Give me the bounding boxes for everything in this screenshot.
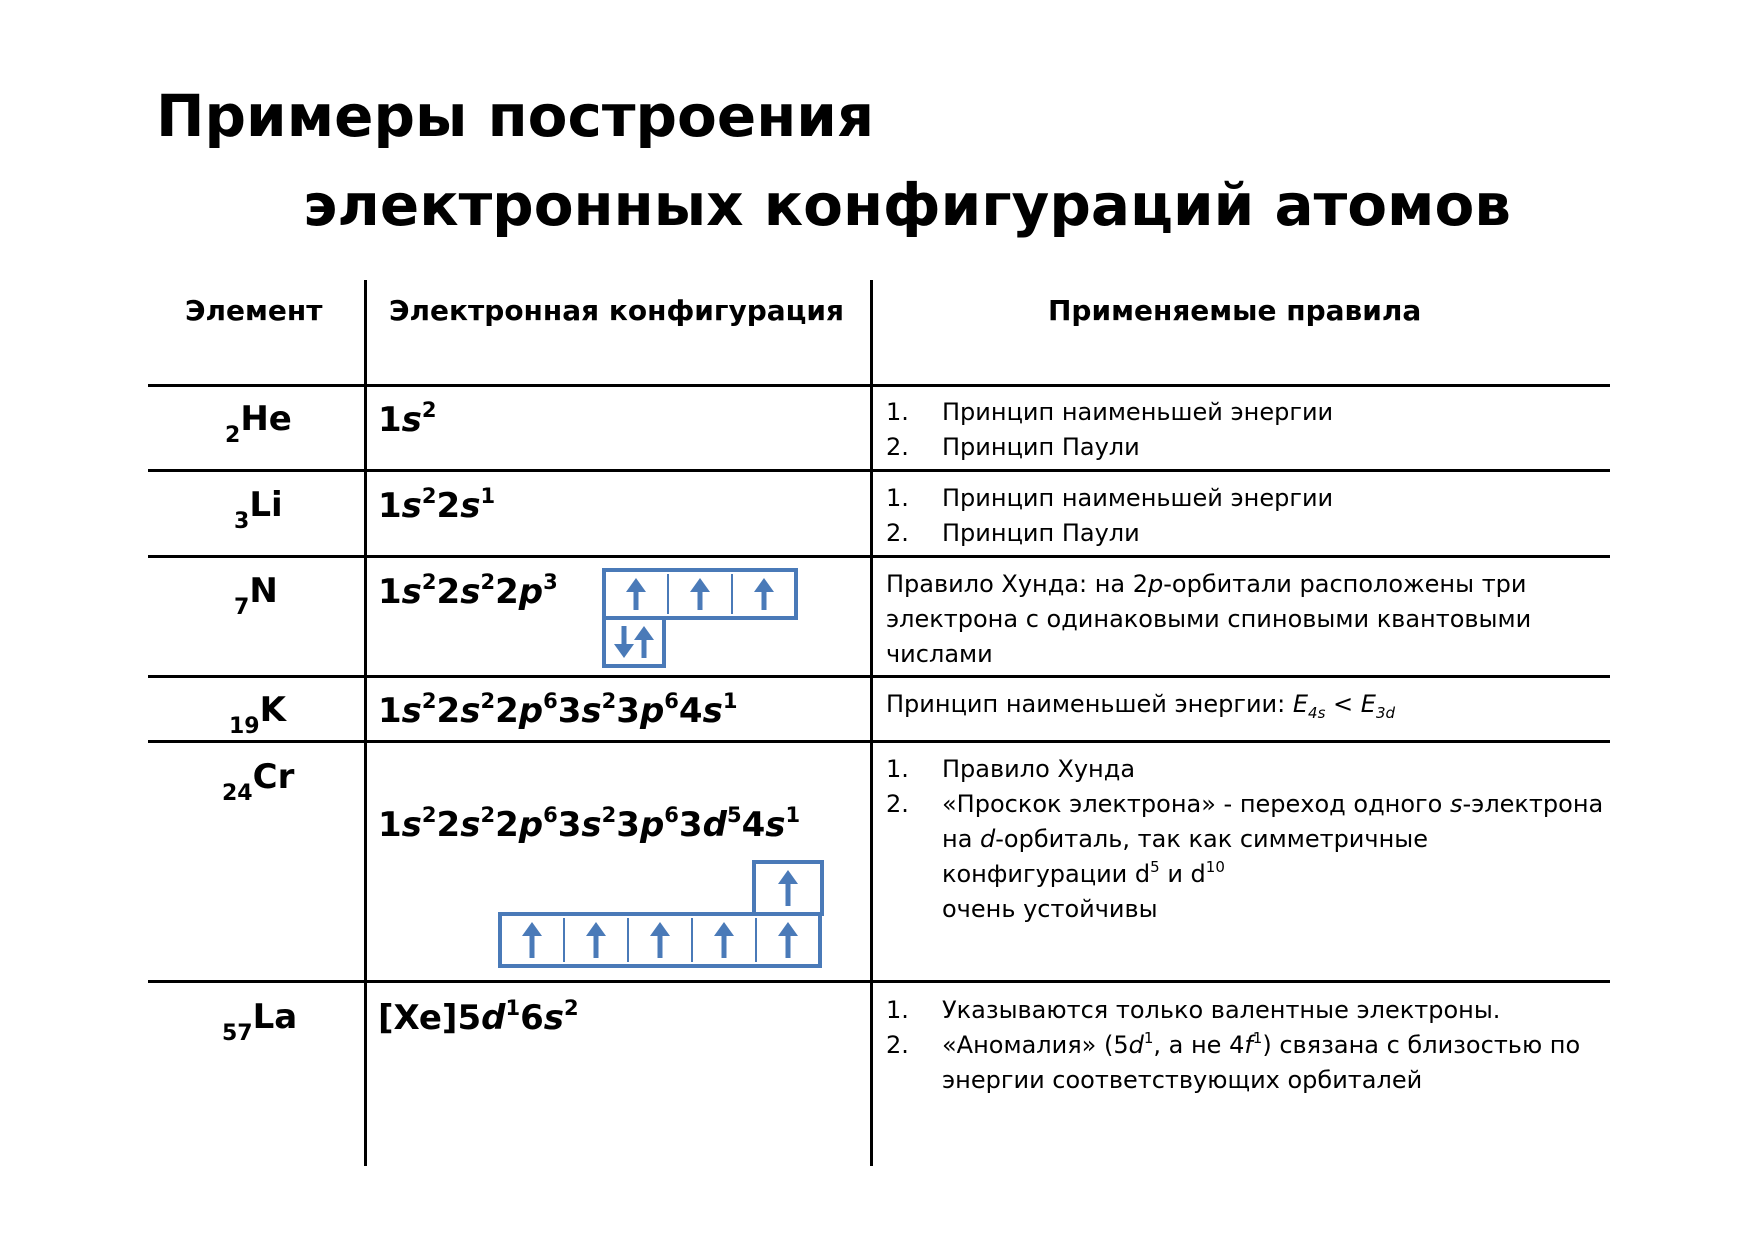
row-divider [148,740,1610,743]
spin-up-arrow-icon [586,922,606,958]
page-title-line-2: электронных конфигураций атомов [303,171,1512,239]
spin-up-arrow-icon [778,870,798,906]
config-term: $4s^1$ [678,689,738,731]
config-term: $2p^6$ [495,803,558,845]
config-term: $4s^1$ [741,803,801,845]
column-divider [870,280,873,1166]
config-li [378,484,496,526]
row-divider [148,384,1610,387]
config-la [378,996,579,1038]
header-rules: Применяемые правила [1048,294,1422,327]
rule-item: 2. «Аномалия» ($5d^1$, а не $4f^1$) связана с близостью по [886,1029,1581,1059]
config-cr [378,803,801,845]
rule-item: 1. Принцип наименьшей энергии [886,398,1334,426]
rule-item: 1. Правило Хунда [886,755,1136,783]
element-n: $_7$N [234,571,278,620]
config-term: $2s^2$ [436,803,496,845]
s-orbital-cells [754,862,822,914]
nitrogen-orbital-diagram [600,566,800,672]
header-element: Элемент [185,294,323,327]
config-term: $2s^2$ [436,689,496,731]
rule-item: 2. Принцип Паули [886,433,1140,461]
rule-item: 1. Указываются только валентные электроны. [886,996,1501,1024]
element-li: $_3$Li [234,485,283,534]
rule-continuation: конфигурации $d^5$ и $d^{10}$ [942,858,1225,888]
rule-text-line: электрона с одинаковыми спиновыми квантовыми [886,605,1532,633]
spin-up-arrow-icon [634,626,654,658]
element-he: $_2$He [225,399,292,448]
rule-item: 2. «Проскок электрона» - переход одного s-электрона [886,790,1604,818]
config-term: $1s^2$ [378,689,437,731]
header-configuration: Электронная конфигурация [389,294,845,327]
config-term: $2p^6$ [495,689,558,731]
d-orbital-cells [500,914,820,966]
rule-continuation: на d-орбиталь, так как симметричные [942,825,1428,853]
spin-up-arrow-icon [778,922,798,958]
p-orbital-cells [604,570,796,618]
spin-up-arrow-icon [690,578,710,610]
config-term: $2p^3$ [495,570,558,612]
config-term: $1s^2$ [378,570,437,612]
spin-up-arrow-icon [754,578,774,610]
spin-down-arrow-icon [614,626,634,658]
config-term: $3p^6$ [616,803,679,845]
config-term: $2s^1$ [436,484,496,526]
rule-continuation: энергии соответствующих орбиталей [942,1066,1423,1094]
config-term: $5d^1$ [457,996,521,1038]
config-n [378,570,558,612]
config-he [378,398,437,440]
page-title-line-1: Примеры построения [156,82,875,150]
config-term: $6s^2$ [520,996,579,1038]
config-term: $2s^2$ [436,570,496,612]
spin-up-arrow-icon [714,922,734,958]
config-core-prefix: [Xe] [378,998,458,1038]
row-divider [148,555,1610,558]
element-cr: $_{24}$Cr [222,757,295,806]
spin-up-arrow-icon [522,922,542,958]
rule-text-line: Правило Хунда: на 2p-орбитали расположены три [886,570,1527,598]
row-divider [148,469,1610,472]
spin-up-arrow-icon [650,922,670,958]
row-divider [148,980,1610,983]
config-term: $3d^5$ [678,803,742,845]
config-term: $3s^2$ [557,689,617,731]
config-term: $1s^2$ [378,398,437,440]
orbital-frame [604,618,664,666]
rule-item: 2. Принцип Паули [886,519,1140,547]
rule-text-line: Принцип наименьшей энергии: $E_{4s} < E_{3d}$ [886,690,1396,722]
row-divider [148,675,1610,678]
rule-continuation: очень устойчивы [942,895,1158,923]
config-term: $3p^6$ [616,689,679,731]
chromium-orbital-diagram [496,858,830,972]
rule-item: 1. Принцип наименьшей энергии [886,484,1334,512]
config-term: $1s^2$ [378,803,437,845]
config-term: $1s^2$ [378,484,437,526]
column-divider [364,280,367,1166]
element-k: $_{19}$K [229,690,286,739]
spin-up-arrow-icon [626,578,646,610]
s-orbital-cells [604,618,664,666]
rule-text-line: числами [886,640,993,668]
element-la: $_{57}$La [222,997,298,1046]
config-k [378,689,738,731]
config-term: $3s^2$ [557,803,617,845]
